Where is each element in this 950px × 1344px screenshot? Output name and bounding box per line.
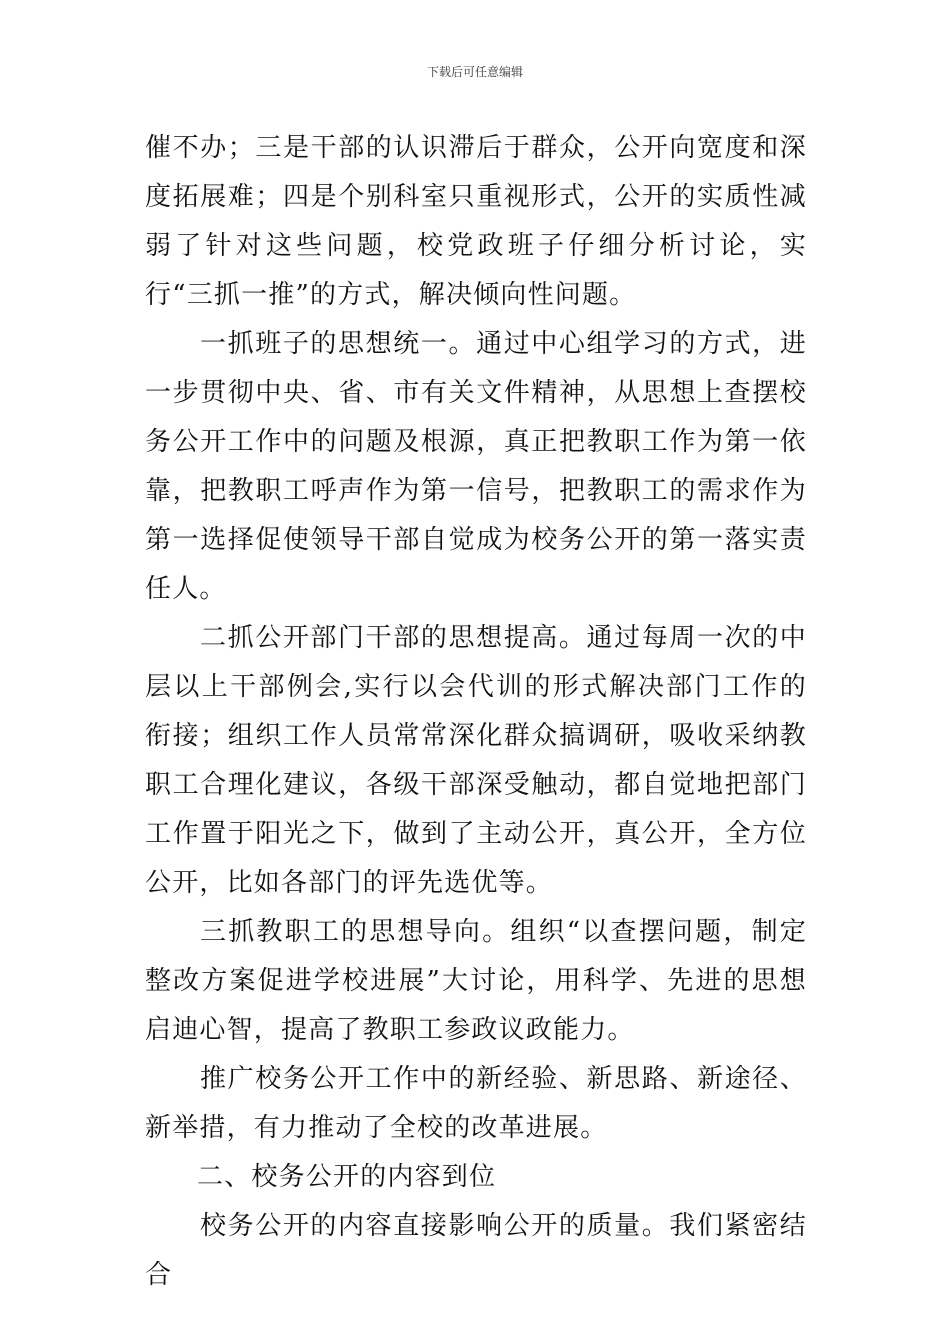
document-body	[145, 124, 807, 1300]
paragraph-third-focus: 三抓教职工的思想导向。组织“以查摆问题，制定整改方案促进学校进展”大讨论，用科学、先进的思想启迪心智，提高了教职工参政议政能力。	[145, 917, 807, 1045]
section-heading: 二、校务公开的内容到位	[197, 1162, 497, 1192]
paragraph-first-focus: 一抓班子的思想统一。通过中心组学习的方式，进一步贯彻中央、省、市有关文件精神，从思想上查摆校务公开工作中的问题及根源，真正把教职工作为第一依靠，把教职工呼声作为第一信号，把教职工的需求作为第一选择促使领导干部自觉成为校务公开的第一落实责任人。	[145, 329, 807, 604]
paragraph-second-focus: 二抓公开部门干部的思想提高。通过每周一次的中层以上干部例会,实行以会代训的形式解决部门工作的衔接；组织工作人员常常深化群众搞调研，吸收采纳教职工合理化建议，各级干部深受触动，都自觉地把部门工作置于阳光之下，做到了主动公开，真公开，全方位公开，比如各部门的评先选优等。	[145, 623, 807, 898]
paragraph-promotion: 推广校务公开工作中的新经验、新思路、新途径、新举措，有力推动了全校的改革进展。	[145, 1064, 807, 1143]
page-header: 下载后可任意编辑	[426, 65, 523, 79]
paragraph-content-quality: 校务公开的内容直接影响公开的质量。我们紧密结合	[145, 1211, 807, 1290]
paragraph-continuation: 催不办；三是干部的认识滞后于群众，公开向宽度和深度拓展难；四是个别科室只重视形式，公开的实质性减弱了针对这些问题，校党政班子仔细分析讨论，实行“三抓一推”的方式，解决倾向性问题。	[145, 133, 807, 310]
